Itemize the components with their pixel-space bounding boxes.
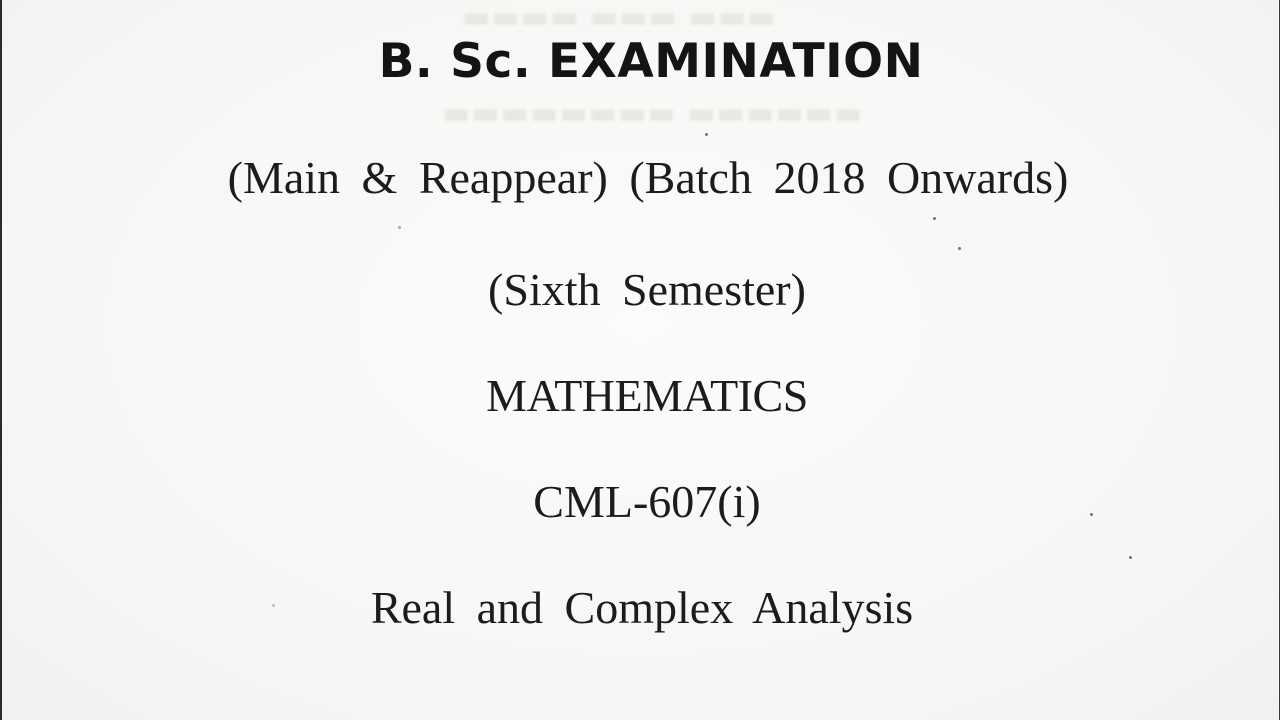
subject: MATHEMATICS — [486, 370, 808, 421]
paper-title: Real and Complex Analysis — [370, 582, 914, 633]
scan-speck — [1129, 556, 1132, 559]
exam-type: (Main & Reappear) (Batch 2018 Onwards) — [227, 152, 1069, 203]
semester: (Sixth Semester) — [488, 264, 806, 315]
scan-speck — [1090, 513, 1093, 516]
scan-speck — [958, 247, 961, 250]
bleed-through-text: ▬▬▬▬ ▬▬▬ ▬▬▬ — [462, 0, 777, 35]
exam-title: B. Sc. EXAMINATION — [378, 34, 924, 89]
scan-speck — [272, 604, 275, 607]
scan-speck — [398, 226, 401, 229]
scan-speck — [933, 217, 936, 220]
paper-code: CML-607(i) — [533, 476, 761, 527]
bleed-through-text: ▬▬▬▬▬▬▬▬ ▬▬▬▬▬▬ — [442, 96, 864, 131]
scan-speck — [705, 133, 708, 136]
